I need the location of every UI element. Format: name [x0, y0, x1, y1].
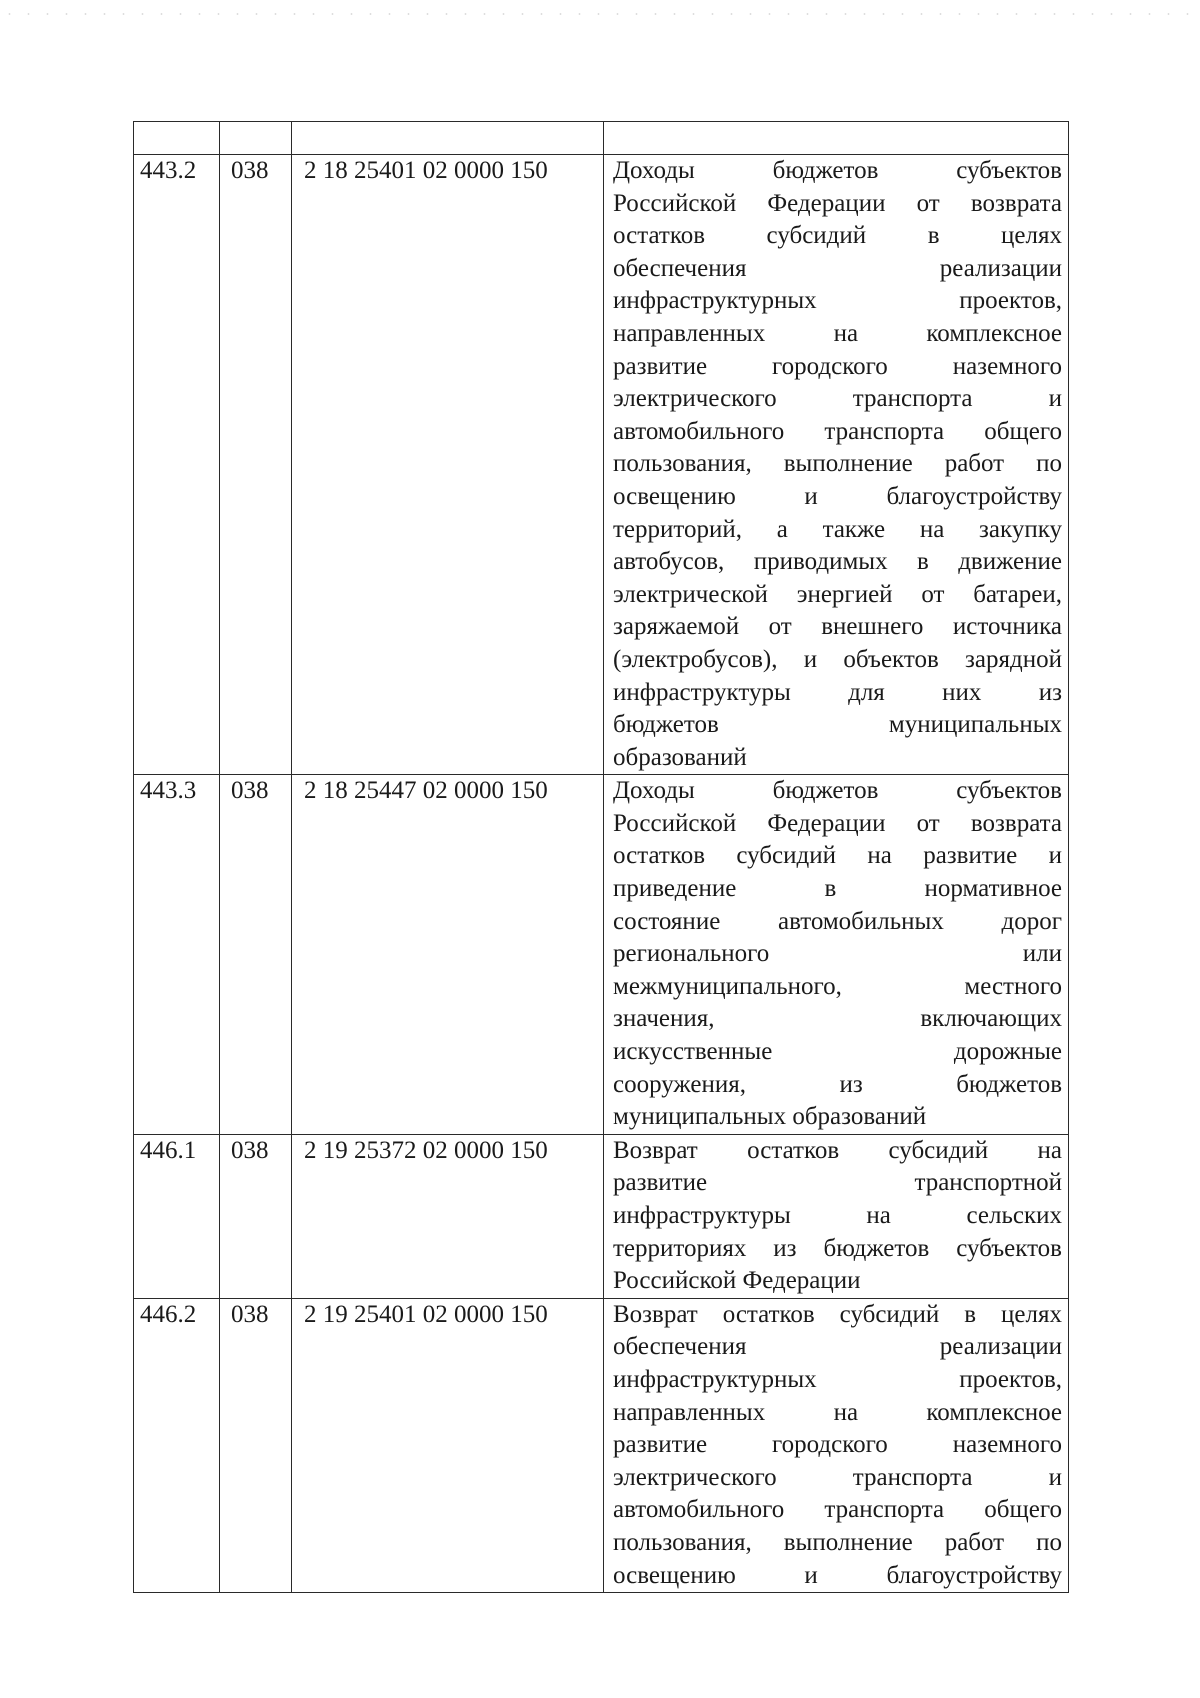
header-cell-num — [134, 122, 220, 155]
description-line: развитие городского наземного — [613, 1431, 1062, 1459]
header-cell-desc — [604, 122, 1069, 155]
budget-code-cell: 2 19 25401 02 0000 150 — [292, 1298, 604, 1592]
description-line: пользования, выполнение работ по — [613, 1528, 1062, 1556]
description-line: заряжаемой от внешнего источника — [613, 613, 1062, 641]
description-cell — [604, 1298, 1069, 1592]
description-line: автобусов, приводимых в движение — [613, 548, 1062, 576]
description-cell — [604, 775, 1069, 1135]
description-line: Доходы бюджетов субъектов — [613, 157, 1062, 184]
description-line: бюджетов муниципальных — [613, 711, 1062, 739]
description-line: остатков субсидий на развитие и — [613, 842, 1062, 870]
description-line: Российской Федерации от возврата — [613, 809, 1062, 837]
description-line: территорий, а также на закупку — [613, 515, 1062, 543]
description-line: электрического транспорта и — [613, 385, 1062, 413]
description-line: развитие городского наземного — [613, 352, 1062, 380]
row-number-cell: 446.2 — [134, 1298, 220, 1592]
description-line: Возврат остатков субсидий в целях — [613, 1300, 1062, 1328]
description-line: электрического транспорта и — [613, 1463, 1062, 1491]
budget-codes-table — [133, 121, 1069, 1593]
description-line: инфраструктурных проектов, — [613, 1365, 1062, 1393]
description-line: остатков субсидий в целях — [613, 222, 1062, 250]
description-line: состояние автомобильных дорог — [613, 907, 1062, 935]
header-cell-code — [292, 122, 604, 155]
column-number-row — [134, 122, 1069, 155]
description-line: Доходы бюджетов субъектов — [613, 777, 1062, 805]
description-line: приведение в нормативное — [613, 875, 1062, 903]
description-line: образований — [613, 743, 747, 771]
row-number-cell: 443.3 — [134, 775, 220, 1135]
row-number-cell: 443.2 — [134, 155, 220, 775]
description-line: значения, включающих — [613, 1005, 1062, 1033]
table-row — [134, 1298, 1069, 1592]
description-line: обеспечения реализации — [613, 1333, 1062, 1361]
header-cell-admin — [220, 122, 292, 155]
budget-code-cell: 2 19 25372 02 0000 150 — [292, 1134, 604, 1298]
description-line: сооружения, из бюджетов — [613, 1070, 1062, 1098]
description-line: электрической энергией от батареи, — [613, 580, 1062, 608]
table-row — [134, 775, 1069, 1135]
description-line: (электробусов), и объектов зарядной — [613, 645, 1062, 673]
row-number-cell: 446.1 — [134, 1134, 220, 1298]
table-body — [134, 122, 1069, 1593]
description-line: Российской Федерации от возврата — [613, 189, 1062, 217]
description-line: обеспечения реализации — [613, 254, 1062, 282]
admin-code-cell: 038 — [220, 155, 292, 775]
description-line: направленных на комплексное — [613, 319, 1062, 347]
description-line: инфраструктуры на сельских — [613, 1202, 1062, 1229]
description-line: инфраструктуры для них из — [613, 678, 1062, 706]
description-line: направленных на комплексное — [613, 1398, 1062, 1426]
description-line: Возврат остатков субсидий на — [613, 1136, 1062, 1164]
budget-code-cell: 2 18 25447 02 0000 150 — [292, 775, 604, 1135]
description-line: автомобильного транспорта общего — [613, 417, 1062, 445]
description-line: автомобильного транспорта общего — [613, 1496, 1062, 1524]
description-cell — [604, 1134, 1069, 1298]
description-line: развитие транспортной — [613, 1169, 1062, 1197]
scan-noise-top — [0, 12, 1200, 16]
admin-code-cell: 038 — [220, 1298, 292, 1592]
description-line: Российской Федерации — [613, 1267, 861, 1295]
description-line: муниципальных образований — [613, 1103, 927, 1131]
admin-code-cell: 038 — [220, 1134, 292, 1298]
description-line: территориях из бюджетов субъектов — [613, 1234, 1062, 1262]
description-line: освещению и благоустройству — [613, 482, 1062, 510]
table-row — [134, 1134, 1069, 1298]
description-line: инфраструктурных проектов, — [613, 287, 1062, 315]
description-line: пользования, выполнение работ по — [613, 450, 1062, 478]
description-line: освещению и благоустройству — [613, 1561, 1062, 1589]
table-row — [134, 155, 1069, 775]
description-cell — [604, 155, 1069, 775]
admin-code-cell: 038 — [220, 775, 292, 1135]
budget-code-cell: 2 18 25401 02 0000 150 — [292, 155, 604, 775]
description-line: регионального или — [613, 940, 1062, 968]
description-line: межмуниципального, местного — [613, 972, 1062, 1000]
description-line: искусственные дорожные — [613, 1038, 1062, 1066]
